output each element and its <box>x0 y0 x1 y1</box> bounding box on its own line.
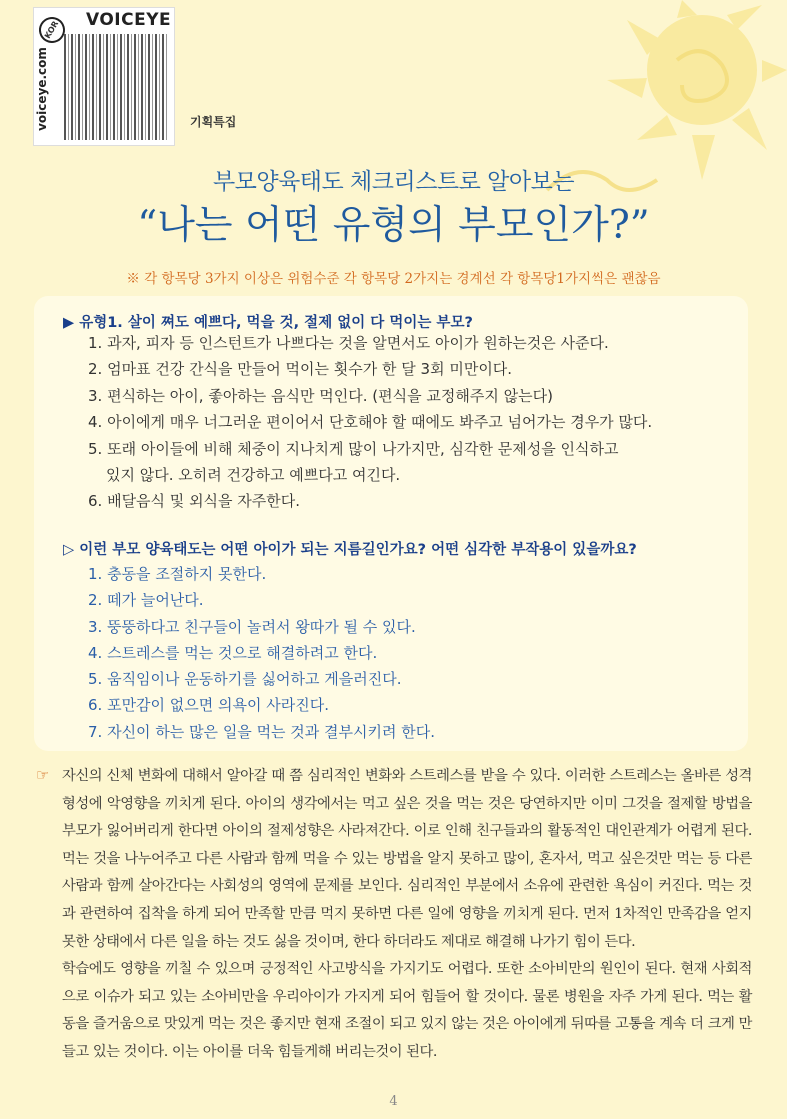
page-title: “나는 어떤 유형의 부모인가?” <box>137 203 650 248</box>
effects-list <box>88 561 435 745</box>
list-item: 2. 떼가 늘어난다. <box>88 591 204 610</box>
scoring-notice: ※ 각 항목당 3가지 이상은 위험수준 각 항목당 2가지는 경계선 각 항목당1가지씩은 괜찮음 <box>126 271 661 287</box>
pointing-hand-icon: ☞ <box>36 766 50 784</box>
voiceye-code-pattern <box>64 34 168 140</box>
page-subtitle: 부모양육태도 체크리스트로 알아보는 <box>212 169 575 195</box>
body-paragraph: 자신의 신체 변화에 대해서 알아갈 때 쯤 심리적인 변화와 스트레스를 받을 수 있다. 이러한 스트레스는 올바른 성격형성에 악영향을 끼치게 된다. 아이의 생각에서는 먹고 싶은 것을 먹는 것은 당연하지만 이미 그것을 절제할 방법을 부모가 잃어버리게 한다면 아이의 절제성향은 사라져간다. 이로 인해 친구들과의 활동적인 대인관계가 어렵게 된다. 먹는 것을 나누어주고 다른 사람과 함께 먹을 수 있는 방법을 알지 못하고 많이, 혼자서, 먹고 싶은것만 먹는 등 다른 사람과 함께 살아간다는 사회성의 영역에 문제를 보인다. 심리적인 부분에서 소유에 관련한 욕심이 커진다. 먹는 것과 관련하여 집착을 하게 되어 만족할 만큼 먹지 못하면 다른 일에 영향을 끼치게 된다. 먼저 1차적인 만족감을 얻지 못한 상태에서 다른 일을 하는 것도 싫을 것이며, 한다 하더라도 제대로 해결해 나가기 힘이 든다. <box>62 768 752 950</box>
list-item: 6. 배달음식 및 외식을 자주한다. <box>88 492 301 511</box>
section-tag: 기획특집 <box>190 115 237 129</box>
list-item: 5. 또래 아이들에 비해 체중이 지나치게 많이 나가지만, 심각한 문제성을 인식하고 <box>88 439 619 458</box>
list-item: 6. 포만감이 없으면 의욕이 사라진다. <box>88 696 330 715</box>
kor-badge: KOR <box>34 12 70 48</box>
effects-heading: ▷ 이런 부모 양육태도는 어떤 아이가 되는 지름길인가요? 어떤 심각한 부작용이 있을까요? <box>63 542 637 558</box>
list-item: 7. 자신이 하는 많은 일을 먹는 것과 결부시키려 한다. <box>88 722 436 741</box>
list-item: 2. 엄마표 건강 간식을 만들어 먹이는 횟수가 한 달 3회 미만이다. <box>88 360 513 379</box>
list-item: 3. 뚱뚱하다고 친구들이 놀려서 왕따가 될 수 있다. <box>88 617 416 636</box>
logo-side-text: voiceye.com <box>35 47 49 131</box>
logo-brand-text: VOICEYE <box>86 10 172 30</box>
list-item: 1. 과자, 피자 등 인스턴트가 나쁘다는 것을 알면서도 아이가 원하는것은 사준다. <box>88 334 609 352</box>
list-item: 3. 편식하는 아이, 좋아하는 음식만 먹인다. (편식을 교정해주지 않는다) <box>88 386 553 405</box>
list-item: 4. 스트레스를 먹는 것으로 해결하려고 한다. <box>88 643 378 662</box>
article-body <box>62 763 752 1067</box>
voiceye-logo <box>33 7 175 146</box>
list-item: 4. 아이에게 매우 너그러운 편이어서 단호해야 할 때에도 봐주고 넘어가는 경우가 많다. <box>88 413 653 432</box>
body-paragraph: 학습에도 영향을 끼칠 수 있으며 긍정적인 사고방식을 가지기도 어렵다. 또한 소아비만의 원인이 된다. 현재 사회적으로 이슈가 되고 있는 소아비만을 우리아이가 가지게 되어 힘들어 할 것이다. 물론 병원을 자주 가게 된다. 먹는 활동을 즐거움으로 맛있게 먹는 것은 좋지만 현재 조절이 되고 있지 않는 것은 아이에게 뒤따를 고통을 계속 더 크게 만들고 있는 것이다. 이는 아이를 더욱 힘들게해 버리는것이 된다. <box>62 961 752 1060</box>
list-item: 1. 충동을 조절하지 못한다. <box>88 565 267 583</box>
type1-checklist <box>88 330 652 515</box>
list-item: 5. 움직임이나 운동하기를 싫어하고 게을러진다. <box>88 670 402 689</box>
list-item: 있지 않다. 오히려 건강하고 예쁘다고 여긴다. <box>106 465 401 484</box>
page-number: 4 <box>389 1094 398 1109</box>
type1-heading: ▶ 유형1. 살이 쪄도 예쁘다, 먹을 것, 절제 없이 다 먹이는 부모? <box>63 315 473 331</box>
